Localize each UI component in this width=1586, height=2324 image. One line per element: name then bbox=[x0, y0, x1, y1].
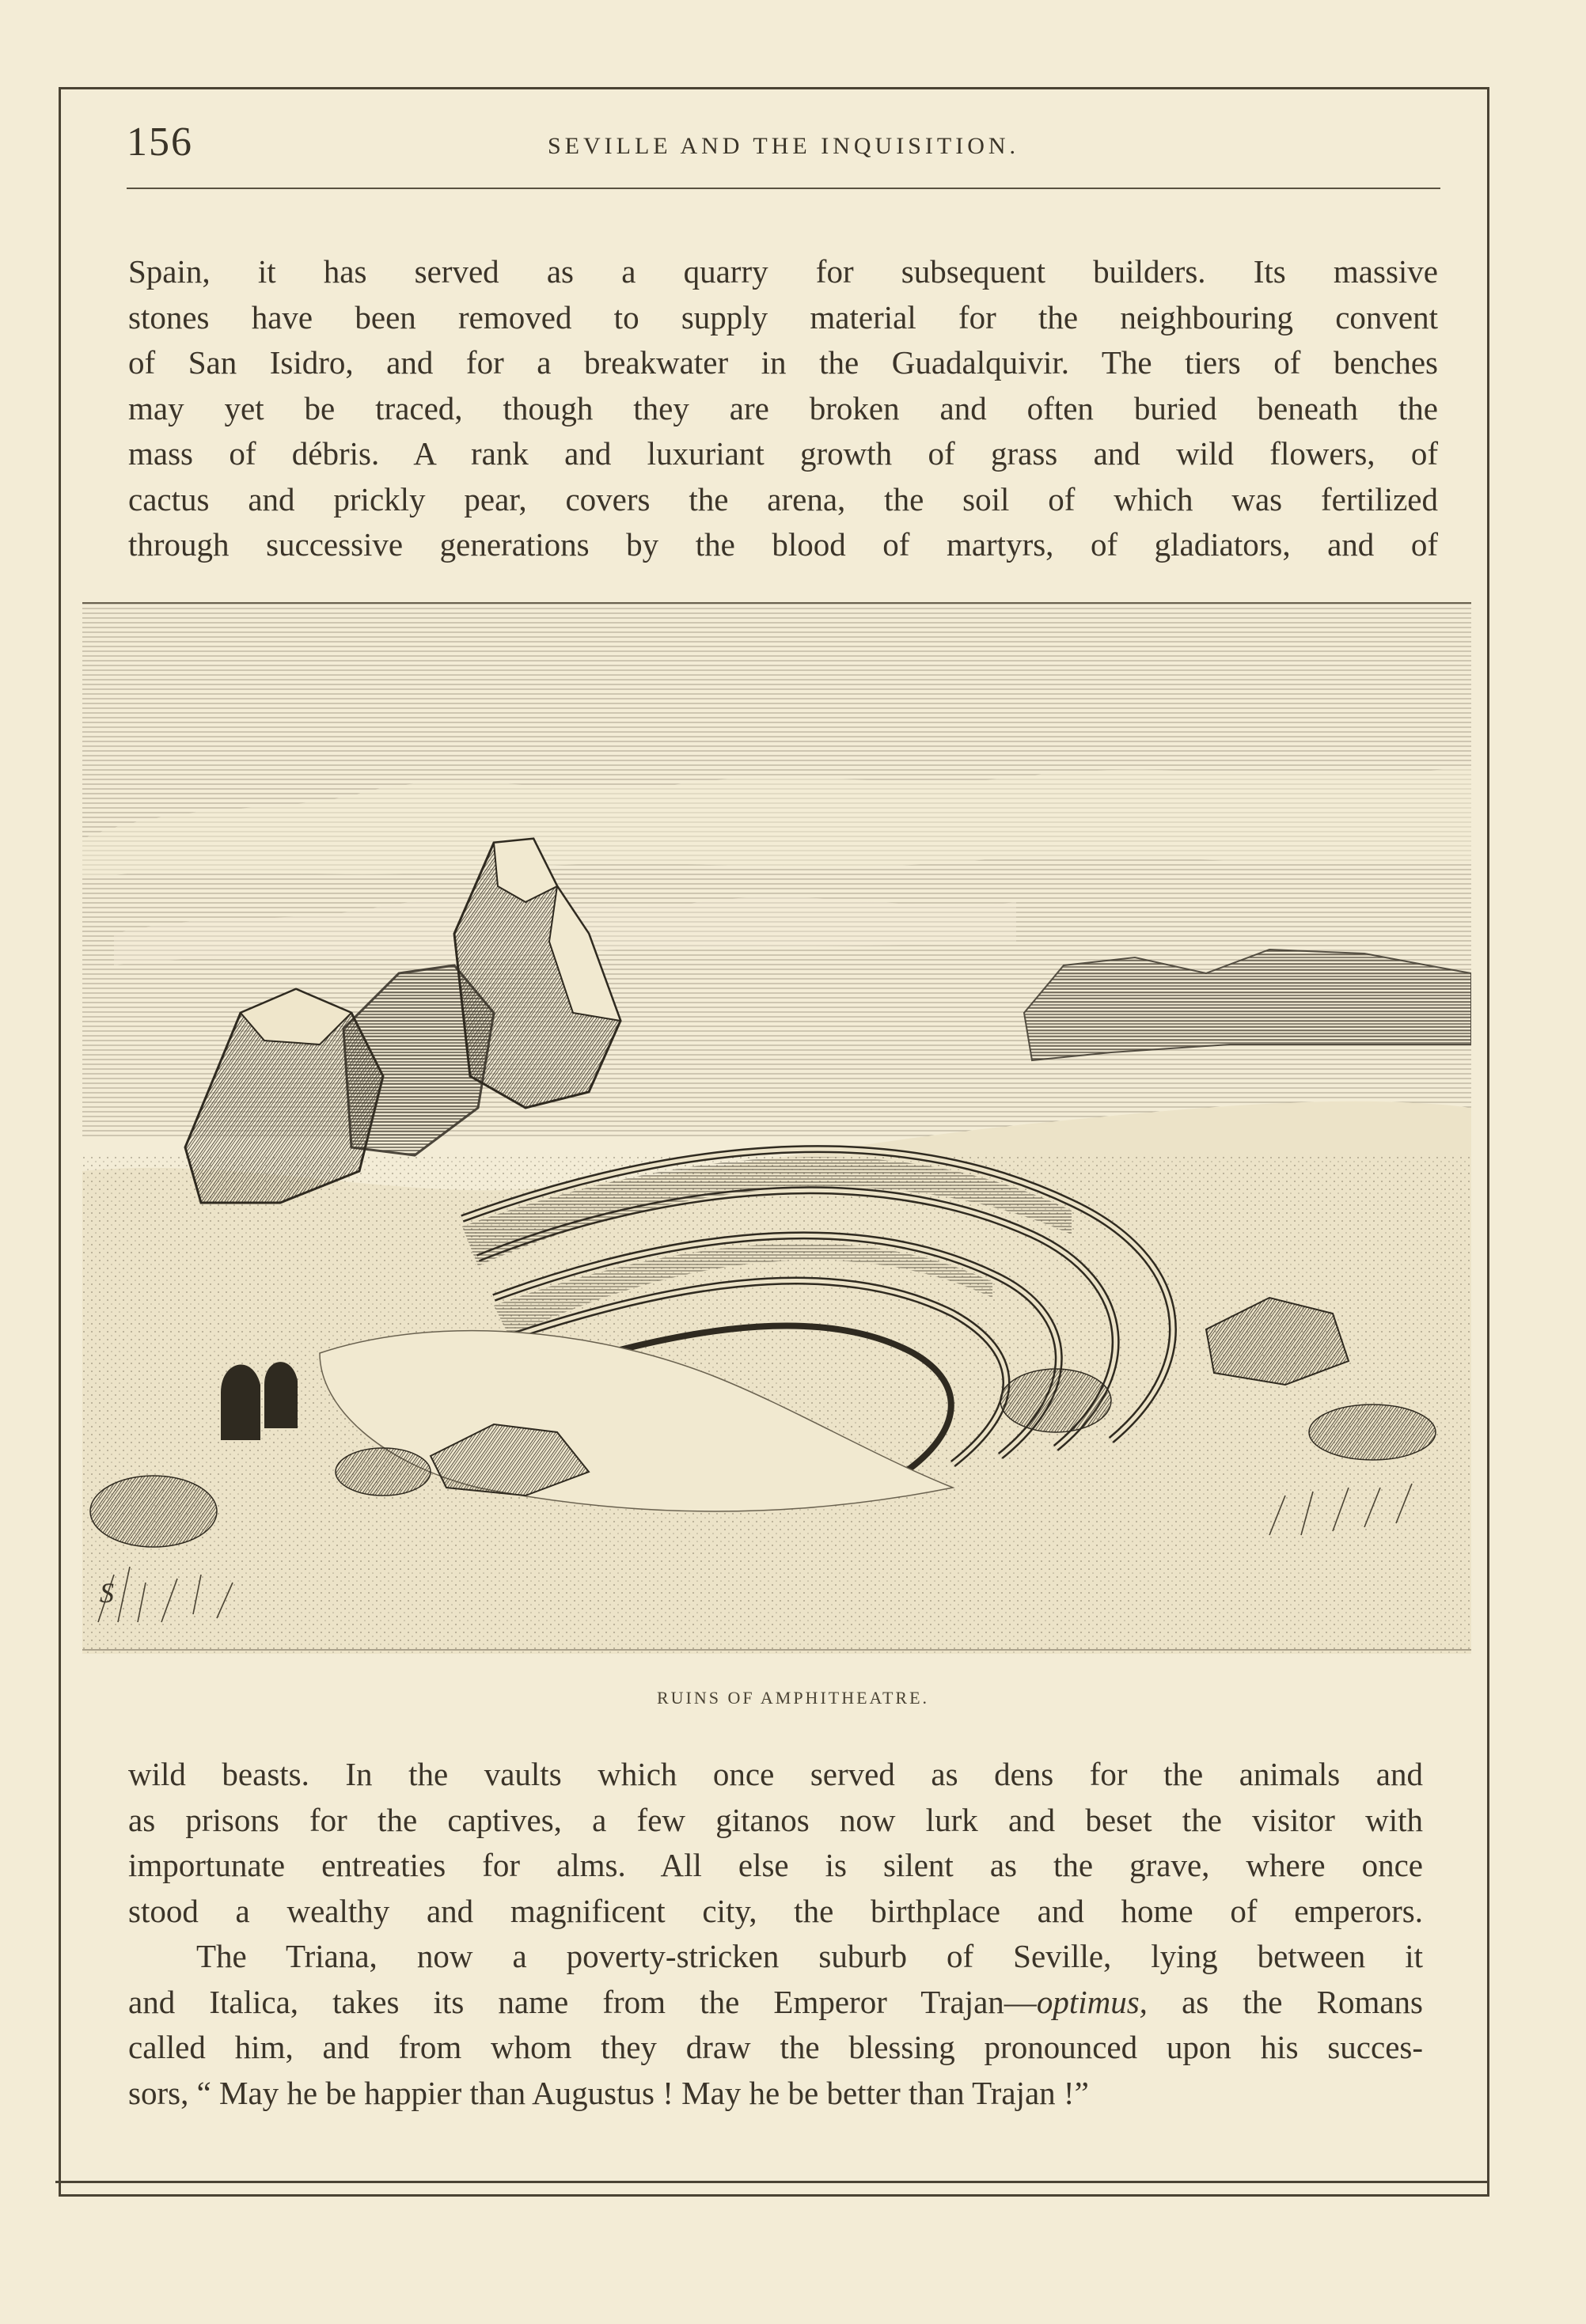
amphitheatre-engraving bbox=[82, 601, 1471, 1654]
text-line: The Triana, now a poverty-stricken suburb of Seville, lying between it bbox=[196, 1938, 1423, 1974]
bottom-text bbox=[128, 1752, 1423, 2116]
text-line: mass of débris. A rank and luxuriant growth of grass and wild flowers, of bbox=[128, 435, 1438, 472]
text-line: sors, “ May he be happier than Augustus ! May he be better than Trajan !” bbox=[128, 2074, 1089, 2111]
text-line: of San Isidro, and for a breakwater in the Guadalquivir. The tiers of benches bbox=[128, 344, 1438, 381]
text-line: cactus and prickly pear, covers the arena, the soil of which was fertilized bbox=[128, 480, 1438, 517]
text-line: called him, and from whom they draw the blessing pronounced upon his succes- bbox=[128, 2029, 1423, 2065]
text-line bbox=[128, 1980, 1423, 2026]
italic-word: optimus, bbox=[1036, 1983, 1148, 2020]
ruin-wall-right bbox=[1024, 950, 1471, 1060]
text-line: wild beasts. In the vaults which once served as dens for the animals and bbox=[128, 1756, 1423, 1792]
text-segment: and Italica, takes its name from the Emperor Trajan— bbox=[128, 1983, 1037, 2020]
running-title: SEVILLE AND THE INQUISITION. bbox=[547, 133, 1020, 159]
text-line: through successive generations by the blood of martyrs, of gladiators, and of bbox=[128, 526, 1438, 563]
page-border-bottom-rule bbox=[55, 2181, 1488, 2183]
engraver-signature: S bbox=[100, 1577, 114, 1609]
figure-caption: RUINS OF AMPHITHEATRE. bbox=[656, 1688, 930, 1708]
text-line: stood a wealthy and magnificent city, the birthplace and home of emperors. bbox=[128, 1892, 1423, 1929]
text-line: Spain, it has served as a quarry for subsequent builders. Its massive bbox=[128, 253, 1438, 290]
page-number: 156 bbox=[127, 119, 193, 165]
top-paragraph bbox=[128, 249, 1438, 568]
text-line: importunate entreaties for alms. All else is silent as the grave, where once bbox=[128, 1847, 1423, 1883]
text-line: may yet be traced, though they are broken and often buried beneath the bbox=[128, 389, 1438, 427]
text-segment: as the Romans bbox=[1147, 1983, 1423, 2020]
header-rule bbox=[127, 188, 1440, 189]
running-head bbox=[127, 119, 1440, 174]
text-line: as prisons for the captives, a few gitanos now lurk and beset the visitor with bbox=[128, 1801, 1423, 1838]
text-line: stones have been removed to supply material for the neighbouring convent bbox=[128, 298, 1438, 336]
